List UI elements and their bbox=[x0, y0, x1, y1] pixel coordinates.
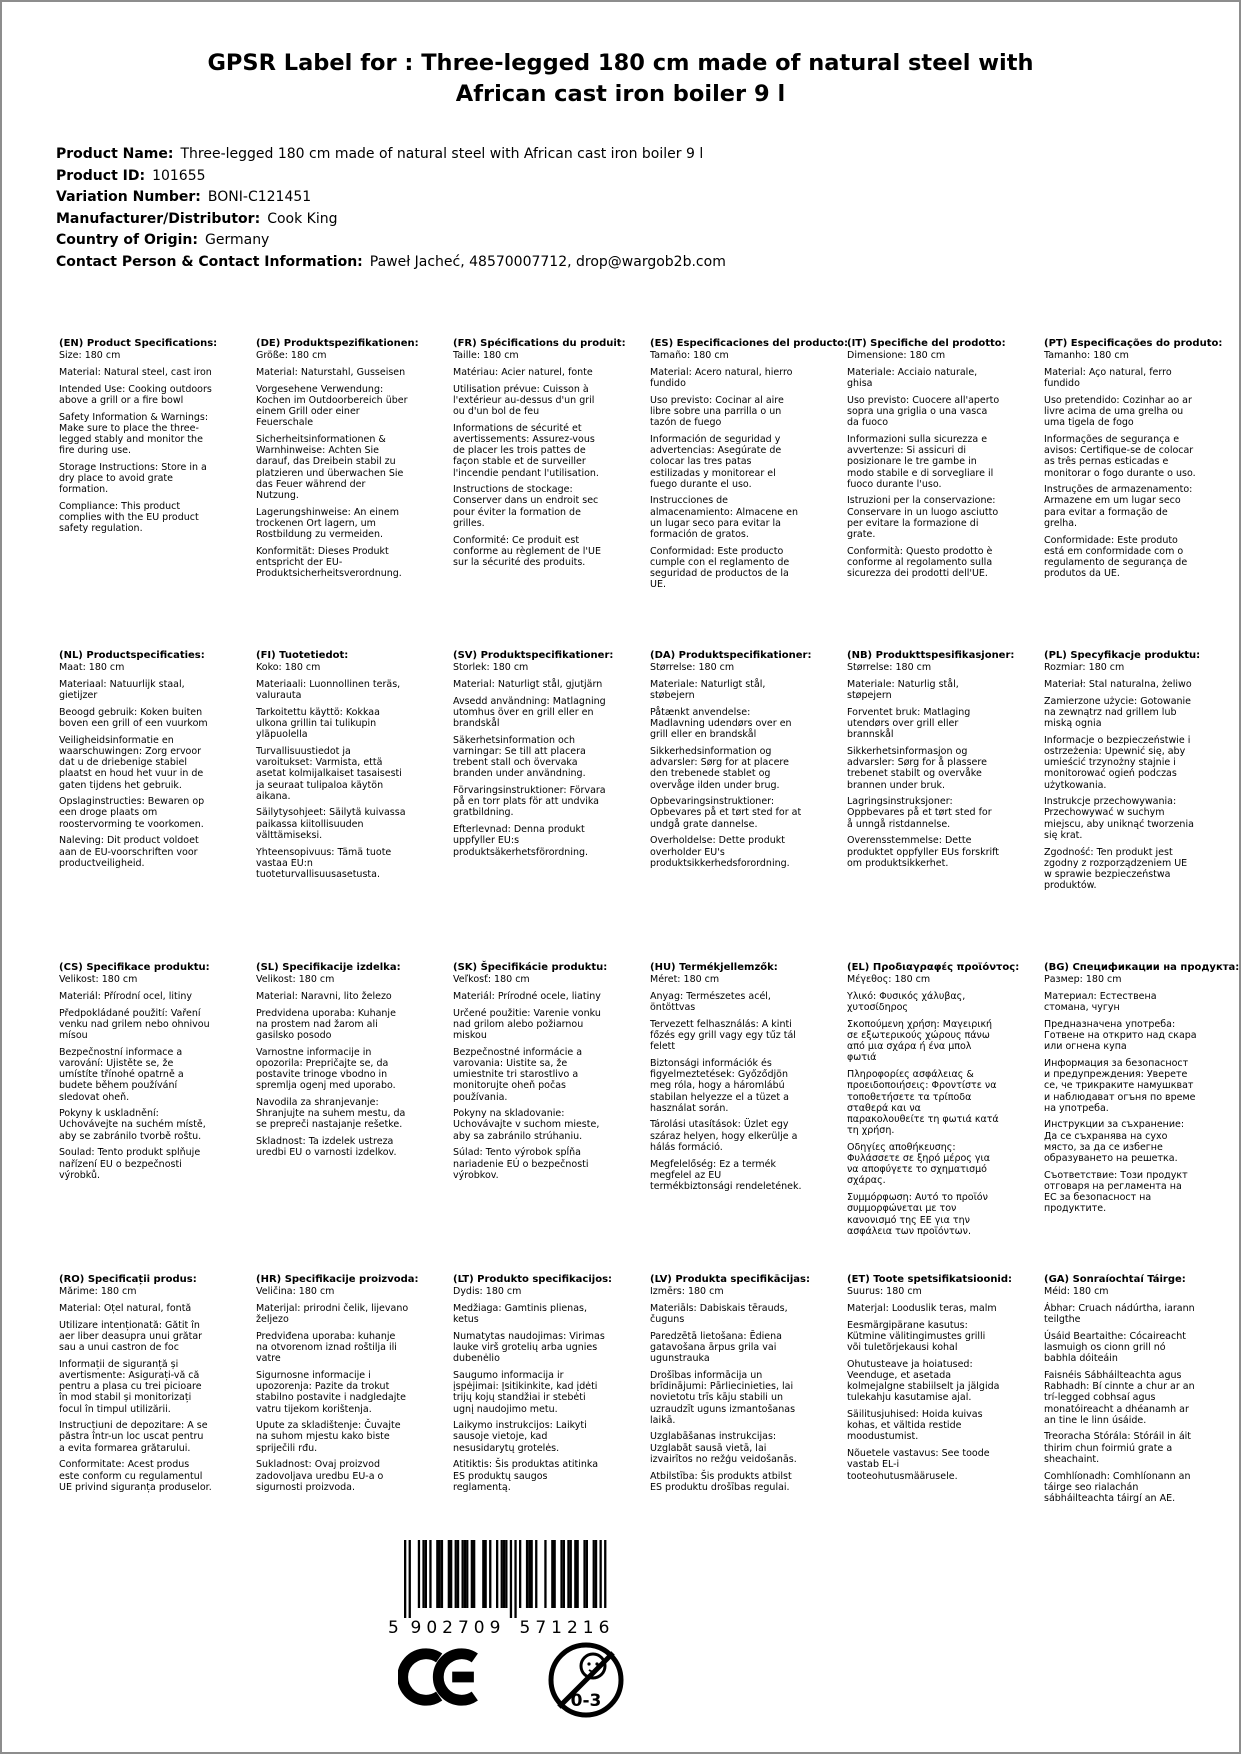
spec-paragraph: Turvallisuustiedot ja varoitukset: Varmista, että asetat kolmijalkaiset tasaisesti ja seuraat tulipaloa käytön aikana. bbox=[256, 745, 402, 802]
spec-paragraph: Material: Aço natural, ferro fundido bbox=[1044, 366, 1172, 390]
spec-paragraph: Material: Natural steel, cast iron bbox=[59, 366, 212, 378]
lang-block-sl bbox=[256, 962, 453, 1164]
product-info-line bbox=[56, 209, 726, 231]
language-row bbox=[59, 962, 1241, 1274]
spec-paragraph: Zgodność: Ten produkt jest zgodny z rozporządzeniem UE w sprawie bezpieczeństwa produktów. bbox=[1044, 846, 1188, 892]
lang-block-bg bbox=[1044, 962, 1241, 1220]
spec-paragraph: Atbilstība: Šis produkts atbilst ES produktu drošības regulai. bbox=[650, 1470, 792, 1493]
product-info-line bbox=[56, 187, 726, 209]
lang-block-header: (BG) Спецификации на продукта: bbox=[1044, 962, 1240, 973]
spec-paragraph: Tervezett felhasználás: A kinti főzés egy grill vagy egy tűz tál felett bbox=[650, 1018, 796, 1053]
lang-block-fi bbox=[256, 650, 453, 886]
lang-block-header: (FI) Tuotetiedot: bbox=[256, 650, 349, 661]
spec-paragraph: Materjal: Looduslik teras, malm bbox=[847, 1302, 997, 1314]
lang-block-header: (RO) Specificații produs: bbox=[59, 1274, 197, 1285]
spec-paragraph: Naleving: Dit product voldoet aan de EU-voorschriften voor productveiligheid. bbox=[59, 835, 199, 869]
lang-block-header: (ES) Especificaciones del producto: bbox=[650, 338, 849, 349]
spec-paragraph: Material: Naturligt stål, gjutjärn bbox=[453, 678, 603, 690]
lang-block-cs bbox=[59, 962, 256, 1186]
spec-paragraph: Veiligheidsinformatie en waarschuwingen: Zorg ervoor dat u de driebenige stabiel plaatst en houd het vuur in de gaten tijdens het gebruik. bbox=[59, 734, 204, 791]
age-warning-icon bbox=[546, 1636, 626, 1720]
lang-block-header: (ET) Toote spetsifikatsioonid: bbox=[847, 1274, 1013, 1285]
lang-block-ro bbox=[59, 1274, 256, 1498]
spec-paragraph: Comhlíonadh: Comhlíonann an táirge seo rialachán sábháilteachta táirgí an AE. bbox=[1044, 1470, 1191, 1504]
spec-paragraph: Lagringsinstruksjoner: Oppbevares på et tørt sted for å unngå ristdannelse. bbox=[847, 796, 992, 830]
lang-block-header: (PL) Specyfikacje produktu: bbox=[1044, 650, 1201, 661]
lang-block-header: (PT) Especificações do produto: bbox=[1044, 338, 1223, 349]
product-info-label: Contact Person & Contact Information: bbox=[56, 253, 363, 270]
lang-block-ga bbox=[1044, 1274, 1241, 1510]
spec-paragraph: Veľkosť: 180 cm bbox=[453, 974, 530, 986]
lang-block-hr bbox=[256, 1274, 453, 1498]
barcode bbox=[386, 1540, 634, 1646]
lang-block-header: (LT) Produkto specifikacijos: bbox=[453, 1274, 613, 1285]
spec-paragraph: Informacje o bezpieczeństwie i ostrzeżenia: Upewnić się, aby umieścić trzynożny stajnie i monitorować ogień podczas użytkowania. bbox=[1044, 734, 1191, 791]
spec-paragraph: Størrelse: 180 cm bbox=[847, 662, 932, 674]
spec-paragraph: Materiał: Stal naturalna, żeliwo bbox=[1044, 678, 1192, 690]
spec-paragraph: Materiaal: Natuurlijk staal, gietijzer bbox=[59, 678, 185, 702]
lang-block-header: (NB) Produkttspesifikasjoner: bbox=[847, 650, 1015, 661]
spec-paragraph: Beoogd gebruik: Koken buiten boven een grill of een vuurkom bbox=[59, 706, 208, 730]
lang-block-en bbox=[59, 338, 256, 540]
spec-paragraph: Materijal: prirodni čelik, lijevano željezo bbox=[256, 1302, 409, 1326]
lang-block-header: (GA) Sonraíochtaí Táirge: bbox=[1044, 1274, 1186, 1285]
spec-paragraph: Vorgesehene Verwendung: Kochen im Outdoorbereich über einem Grill oder einer Feuerschale bbox=[256, 383, 408, 429]
spec-paragraph: Paredzētā lietošana: Ēdiena gatavošana ārpus grila vai ugunstrauka bbox=[650, 1330, 782, 1365]
lang-block-lt bbox=[453, 1274, 650, 1498]
spec-paragraph: Размер: 180 cm bbox=[1044, 974, 1122, 986]
spec-paragraph: Istruzioni per la conservazione: Conservare in un luogo asciutto per evitare la formazione di grate. bbox=[847, 495, 999, 541]
spec-paragraph: Informații de siguranță și avertismente: Asigurați-vă că pentru a plasa cu trei picioare în mod stabil și monitorizați focul în timpul utilizării. bbox=[59, 1358, 202, 1415]
spec-paragraph: Material: Naravni, lito železo bbox=[256, 990, 392, 1002]
spec-paragraph: Informazioni sulla sicurezza e avvertenze: Si assicuri di posizionare le tre gambe in modo stabile e di sorvegliare il fuoco durante l'uso. bbox=[847, 433, 994, 490]
spec-paragraph: Συμμόρφωση: Αυτό το προϊόν συμμορφώνεται με τον κανονισμό της ΕΕ για την ασφάλεια των προϊόντων. bbox=[847, 1192, 988, 1237]
product-info-label: Product Name: bbox=[56, 146, 174, 162]
lang-block-header: (SL) Specifikacije izdelka: bbox=[256, 962, 401, 973]
lang-block-it bbox=[847, 338, 1044, 585]
spec-paragraph: Uzglabāšanas instrukcijas: Uzglabāt sausā vietā, lai izvairītos no režģu veidošanās. bbox=[650, 1431, 797, 1465]
spec-paragraph: Tamaño: 180 cm bbox=[650, 350, 729, 362]
spec-paragraph: Konformität: Dieses Produkt entspricht der EU-Produktsicherheitsverordnung. bbox=[256, 545, 402, 580]
spec-paragraph: Nõuetele vastavus: See toode vastab EL-i tooteohutusmäärusele. bbox=[847, 1448, 990, 1482]
spec-paragraph: Yhteensopivuus: Tämä tuote vastaa EU:n tuoteturvallisuusasetusta. bbox=[256, 846, 392, 880]
lang-block-da bbox=[650, 650, 847, 874]
spec-paragraph: Instrukcje przechowywania: Przechowywać w suchym miejscu, aby uniknąć tworzenia się krat. bbox=[1044, 796, 1194, 841]
spec-paragraph: Σκοπούμενη χρήση: Μαγειρική σε εξωτερικούς χώρους πάνω από μια σχάρα ή ένα μπολ φωτιά bbox=[847, 1018, 993, 1064]
spec-paragraph: Intended Use: Cooking outdoors above a grill or a fire bowl bbox=[59, 383, 212, 406]
spec-paragraph: Safety Information & Warnings: Make sure to place the three-legged stably and monitor the fire during use. bbox=[59, 411, 209, 457]
spec-paragraph: Informations de sécurité et avertissements: Assurez-vous de placer les trois pattes de façon stable et de surveiller l'incendie pendant l'utilisation. bbox=[453, 422, 599, 479]
product-info-label: Variation Number: bbox=[56, 189, 201, 205]
spec-paragraph: Předpokládané použití: Vaření venku nad grilem nebo ohnivou mísou bbox=[59, 1007, 210, 1042]
page-title: GPSR Label for : Three-legged 180 cm made of natural steel with African cast iron boiler 9 l bbox=[207, 50, 1034, 107]
lang-block-header: (LV) Produkta specifikācijas: bbox=[650, 1274, 810, 1285]
spec-paragraph: Υλικό: Φυσικός χάλυβας, χυτοσίδηρος bbox=[847, 990, 966, 1014]
spec-paragraph: Säilytysohjeet: Säilytä kuivassa paikassa kiitollisuuden välttämiseksi. bbox=[256, 807, 406, 841]
spec-paragraph: Size: 180 cm bbox=[59, 350, 121, 362]
spec-paragraph: Materiale: Naturlig stål, støpejern bbox=[847, 678, 959, 702]
spec-paragraph: Materiale: Naturligt stål, støbejern bbox=[650, 678, 766, 702]
spec-paragraph: Rozmiar: 180 cm bbox=[1044, 662, 1125, 674]
spec-paragraph: Uso previsto: Cuocere all'aperto sopra una griglia o una vasca da fuoco bbox=[847, 394, 1000, 429]
lang-block-header: (HR) Specifikacije proizvoda: bbox=[256, 1274, 419, 1285]
lang-block-et bbox=[847, 1274, 1044, 1487]
spec-paragraph: Ohutusteave ja hoiatused: Veenduge, et asetada kolmejalgne stabiilselt ja jälgida tulekahju kasutamise ajal. bbox=[847, 1358, 1000, 1404]
lang-block-pl bbox=[1044, 650, 1241, 897]
spec-paragraph: Bezpečnostní informace a varování: Ujistěte se, že umístíte třínohé opatrně a budete během používání sledovat oheň. bbox=[59, 1046, 184, 1103]
spec-paragraph: Sicherheitsinformationen & Warnhinweise: Achten Sie darauf, das Dreibein stabil zu platzieren und überwachen Sie das Feuer während der Nutzung. bbox=[256, 433, 404, 501]
spec-paragraph: Treoracha Stórála: Stóráil in áit thirim chun foirmiú grate a sheachaint. bbox=[1044, 1431, 1192, 1465]
spec-paragraph: Sikkerhedsinformation og advarsler: Sørg for at placere den trebenede stablet og overvåge ilden under brug. bbox=[650, 745, 789, 791]
spec-paragraph: Upute za skladištenje: Čuvajte na suhom mjestu kako biste spriječili rđu. bbox=[256, 1420, 401, 1454]
product-info-line bbox=[56, 144, 726, 166]
lang-block-header: (DA) Produktspecifikationer: bbox=[650, 650, 812, 661]
barcode-group2: 571216 bbox=[519, 1618, 615, 1638]
lang-block-header: (EN) Product Specifications: bbox=[59, 338, 218, 349]
spec-paragraph: Koko: 180 cm bbox=[256, 662, 321, 674]
product-info-line bbox=[56, 230, 726, 252]
spec-paragraph: Megfelelőség: Ez a termék megfelel az EU termékbiztonsági rendeletének. bbox=[650, 1158, 802, 1192]
spec-paragraph: Pokyny na skladovanie: Uchovávajte v suchom mieste, aby sa zabránilo strúhaniu. bbox=[453, 1108, 600, 1142]
spec-paragraph: Material: Oțel natural, fontă bbox=[59, 1302, 192, 1314]
spec-paragraph: Информация за безопасност и предупреждения: Уверете се, че трикраките намушкват и наблюдават огъня по време на употреба. bbox=[1044, 1057, 1196, 1114]
spec-paragraph: Materiál: Přírodní ocel, litiny bbox=[59, 990, 192, 1002]
lang-block-hu bbox=[650, 962, 847, 1198]
spec-paragraph: Overholdelse: Dette produkt overholder EU's produktsikkerhedsforordning. bbox=[650, 835, 790, 869]
spec-paragraph: Súlad: Tento výrobok spĺňa nariadenie EÚ o bezpečnosti výrobkov. bbox=[453, 1147, 589, 1181]
lang-block-de bbox=[256, 338, 453, 585]
spec-paragraph: Skladnost: Ta izdelek ustreza uredbi EU o varnosti izdelkov. bbox=[256, 1136, 397, 1159]
age-warning-text: 0-3 bbox=[570, 1691, 602, 1711]
spec-paragraph: Conformità: Questo prodotto è conforme al regolamento sulla sicurezza dei prodotti dell'UE. bbox=[847, 545, 993, 580]
spec-paragraph: Numatytas naudojimas: Virimas lauke virš grotelių arba ugnies dubenėlio bbox=[453, 1330, 605, 1365]
spec-paragraph: Sukladnost: Ovaj proizvod zadovoljava uredbu EU-a o sigurnosti proizvoda. bbox=[256, 1459, 384, 1493]
lang-block-sv bbox=[453, 650, 650, 863]
spec-paragraph: Påtænkt anvendelse: Madlavning udendørs over en grill eller en brandskål bbox=[650, 706, 792, 741]
spec-paragraph: Storlek: 180 cm bbox=[453, 662, 529, 674]
spec-paragraph: Ábhar: Cruach nádúrtha, iarann teilgthe bbox=[1044, 1302, 1195, 1326]
spec-paragraph: Eesmärgipärane kasutus: Kütmine välitingimustes grilli või tuletõrjekausi kohal bbox=[847, 1319, 986, 1354]
product-info bbox=[56, 144, 726, 273]
spec-paragraph: Drošības informācija un brīdinājumi: Pārliecinieties, lai novietotu trīs kāju stabili un uzraudzīt uguns izmantošanas laikā. bbox=[650, 1369, 796, 1426]
spec-paragraph: Información de seguridad y advertencias: Asegúrate de colocar las tres patas estilizadas y monitorear el fuego durante el uso. bbox=[650, 433, 782, 490]
spec-paragraph: Faisnéis Sábháilteachta agus Rabhadh: Bí cinnte a chur ar an trí-legged cobhsaí agus monatóireacht a dhéanamh ar an tine le linn úsáide. bbox=[1044, 1369, 1195, 1426]
language-row bbox=[59, 650, 1241, 962]
spec-paragraph: Conformidad: Este producto cumple con el reglamento de seguridad de productos de la UE. bbox=[650, 545, 790, 591]
product-info-value: Three-legged 180 cm made of natural steel with African cast iron boiler 9 l bbox=[180, 146, 704, 162]
spec-paragraph: Materiaali: Luonnollinen teräs, valurauta bbox=[256, 678, 401, 702]
spec-paragraph: Forventet bruk: Matlaging utendørs over grill eller brannskål bbox=[847, 706, 971, 741]
spec-paragraph: Οδηγίες αποθήκευσης: Φυλάσσετε σε ξηρό μέρος για να αποφύγετε το σχηματισμό σχάρας. bbox=[847, 1141, 990, 1187]
spec-paragraph: Bezpečnostné informácie a varovania: Uistite sa, že umiestnite tri starostlivo a monitorujte oheň počas používania. bbox=[453, 1046, 583, 1103]
lang-block-pt bbox=[1044, 338, 1241, 585]
spec-paragraph: Säilitusjuhised: Hoida kuivas kohas, et vältida restide moodustumist. bbox=[847, 1409, 983, 1443]
lang-block-lv bbox=[650, 1274, 847, 1498]
spec-paragraph: Soulad: Tento produkt splňuje nařízení EU o bezpečnosti výrobků. bbox=[59, 1147, 201, 1181]
lang-block-nl bbox=[59, 650, 256, 874]
spec-paragraph: Méret: 180 cm bbox=[650, 974, 720, 986]
lang-block-header: (HU) Termékjellemzők: bbox=[650, 962, 778, 973]
product-info-line bbox=[56, 166, 726, 188]
lang-block-sk bbox=[453, 962, 650, 1186]
lang-block-el bbox=[847, 962, 1044, 1242]
product-info-value: 101655 bbox=[152, 167, 206, 184]
spec-paragraph: Materiale: Acciaio naturale, ghisa bbox=[847, 366, 978, 390]
spec-paragraph: Zamierzone użycie: Gotowanie na zewnątrz nad grillem lub miską ognia bbox=[1044, 695, 1192, 730]
product-info-value: Paweł Jacheć, 48570007712, drop@wargob2b.com bbox=[369, 253, 726, 270]
spec-paragraph: Navodila za shranjevanje: Shranjujte na suhem mestu, da se prepreči nastajanje rešetke. bbox=[256, 1097, 406, 1131]
spec-paragraph: Størrelse: 180 cm bbox=[650, 662, 735, 674]
lang-block-header: (NL) Productspecificaties: bbox=[59, 650, 205, 661]
spec-paragraph: Instructions de stockage: Conserver dans un endroit sec pour éviter la formation de grilles. bbox=[453, 484, 599, 529]
spec-paragraph: Storage Instructions: Store in a dry place to avoid grate formation. bbox=[59, 461, 207, 496]
spec-paragraph: Biztonsági információk és figyelmeztetések: Győződjön meg róla, hogy a háromlábú stabilan helyezze el a tüzet a használat során. bbox=[650, 1057, 789, 1114]
spec-paragraph: Tamanho: 180 cm bbox=[1044, 350, 1129, 362]
spec-paragraph: Suurus: 180 cm bbox=[847, 1286, 922, 1298]
spec-paragraph: Maat: 180 cm bbox=[59, 662, 125, 674]
spec-paragraph: Lagerungshinweise: An einem trockenen Ort lagern, um Rostbildung zu vermeiden. bbox=[256, 506, 400, 541]
spec-paragraph: Taille: 180 cm bbox=[453, 350, 519, 362]
spec-paragraph: Anyag: Természetes acél, öntöttvas bbox=[650, 990, 771, 1014]
product-info-value: Germany bbox=[205, 232, 270, 248]
product-info-label: Country of Origin: bbox=[56, 232, 198, 248]
lang-block-nb bbox=[847, 650, 1044, 874]
spec-paragraph: Größe: 180 cm bbox=[256, 350, 327, 362]
ce-mark-icon bbox=[398, 1646, 494, 1708]
lang-block-header: (SV) Produktspecifikationer: bbox=[453, 650, 614, 661]
spec-paragraph: Opbevaringsinstruktioner: Opbevares på et tørt sted for at undgå grate dannelse. bbox=[650, 796, 802, 830]
spec-paragraph: Instrucciones de almacenamiento: Almacene en un lugar seco para evitar la formación de gratos. bbox=[650, 495, 798, 541]
product-info-line bbox=[56, 252, 726, 274]
ean13-barcode-icon bbox=[386, 1540, 634, 1642]
lang-block-header: (EL) Προδιαγραφές προϊόντος: bbox=[847, 962, 1020, 973]
product-info-value: BONI-C121451 bbox=[207, 189, 312, 205]
spec-paragraph: Izmērs: 180 cm bbox=[650, 1286, 724, 1298]
spec-paragraph: Matériau: Acier naturel, fonte bbox=[453, 366, 593, 378]
spec-paragraph: Veličina: 180 cm bbox=[256, 1286, 335, 1298]
spec-paragraph: Velikost: 180 cm bbox=[59, 974, 138, 986]
lang-block-header: (CS) Specifikace produktu: bbox=[59, 962, 210, 973]
spec-paragraph: Medžiaga: Gamtinis plienas, ketus bbox=[453, 1302, 587, 1326]
product-info-label: Manufacturer/Distributor: bbox=[56, 210, 261, 227]
lang-block-header: (DE) Produktspezifikationen: bbox=[256, 338, 419, 349]
spec-paragraph: Utilizare intenționată: Gătit în aer liber deasupra unui grătar sau a unui castron de foc bbox=[59, 1319, 203, 1354]
spec-paragraph: Saugumo informacija ir įspėjimai: Įsitikinkite, kad įdėti trijų kojų standžiai ir stebėti ugnį naudojimo metu. bbox=[453, 1369, 598, 1415]
spec-paragraph: Tárolási utasítások: Üzlet egy száraz helyen, hogy elkerülje a hálás formáció. bbox=[650, 1119, 798, 1153]
barcode-left-digit: 5 bbox=[388, 1618, 399, 1638]
spec-paragraph: Dimensione: 180 cm bbox=[847, 350, 946, 362]
spec-paragraph: Varnostne informacije in opozorila: Prepričajte se, da postavite trinoge vbodno in spremlja ogenj med uporabo. bbox=[256, 1046, 396, 1092]
spec-paragraph: Úsáid Beartaithe: Cócaireacht lasmuigh os cionn grill nó babhla dóiteáin bbox=[1044, 1330, 1186, 1365]
spec-paragraph: Tarkoitettu käyttö: Kokkaa ulkona grillin tai tulikupin yläpuolella bbox=[256, 706, 380, 741]
spec-paragraph: Pokyny k uskladnění: Uchovávejte na suchém místě, aby se zabránilo tvorbě roštu. bbox=[59, 1108, 206, 1142]
spec-paragraph: Sigurnosne informacije i upozorenja: Pazite da trokut stabilno postavite i nadgledajte vatru tijekom korištenja. bbox=[256, 1369, 406, 1415]
lang-block-header: (FR) Spécifications du produit: bbox=[453, 338, 626, 349]
spec-paragraph: Opslaginstructies: Bewaren op een droge plaats om roostervorming te voorkomen. bbox=[59, 796, 205, 830]
spec-paragraph: Material: Acero natural, hierro fundido bbox=[650, 366, 793, 390]
spec-paragraph: Материал: Естествена стомана, чугун bbox=[1044, 990, 1157, 1014]
spec-paragraph: Uso previsto: Cocinar al aire libre sobre una parrilla o un tazón de fuego bbox=[650, 394, 784, 429]
spec-paragraph: Instrucțiuni de depozitare: A se păstra într-un loc uscat pentru a evita formarea grătarului. bbox=[59, 1420, 208, 1454]
spec-paragraph: Utilisation prévue: Cuisson à l'extérieur au-dessus d'un gril ou d'un bol de feu bbox=[453, 383, 595, 418]
spec-paragraph: Predviđena uporaba: kuhanje na otvorenom iznad roštilja ili vatre bbox=[256, 1330, 397, 1365]
spec-paragraph: Säkerhetsinformation och varningar: Se till att placera trebent stall och övervaka branden under användning. bbox=[453, 734, 586, 780]
spec-paragraph: Predvidena uporaba: Kuhanje na prostem nad žarom ali gasilsko posodo bbox=[256, 1007, 396, 1042]
lang-block-header: (SK) Špecifikácie produktu: bbox=[453, 962, 608, 973]
spec-paragraph: Conformitate: Acest produs este conform cu regulamentul UE privind siguranța produselor. bbox=[59, 1459, 212, 1493]
spec-paragraph: Съответствие: Този продукт отговаря на регламента на ЕС за безопасност на продуктите. bbox=[1044, 1169, 1188, 1215]
spec-paragraph: Informações de segurança e avisos: Certifique-se de colocar as três pernas esticadas e monitorar o fogo durante o uso. bbox=[1044, 433, 1196, 479]
spec-paragraph: Avsedd användning: Matlagning utomhus över en grill eller en brandskål bbox=[453, 695, 606, 730]
spec-paragraph: Sikkerhetsinformasjon og advarsler: Sørg for å plassere trebenet stabilt og overvåke brannen under bruk. bbox=[847, 745, 987, 791]
spec-paragraph: Πληροφορίες ασφάλειας & προειδοποιήσεις: Φροντίστε να τοποθετήσετε τα τρίποδα σταθερά και να παρακολουθείτε τη φωτιά κατά τη χρήση. bbox=[847, 1069, 999, 1137]
spec-paragraph: Предназначена употреба: Готвене на открито над скара или огнена купа bbox=[1044, 1018, 1197, 1053]
lang-block-header: (IT) Specifiche del prodotto: bbox=[847, 338, 1006, 349]
spec-paragraph: Instruções de armazenamento: Armazene em um lugar seco para evitar a formação de grelha. bbox=[1044, 484, 1193, 529]
barcode-group1: 902709 bbox=[410, 1618, 506, 1638]
spec-paragraph: Atitiktis: Šis produktas atitinka ES produktų saugos reglamentą. bbox=[453, 1459, 599, 1493]
spec-paragraph: Overensstemmelse: Dette produktet oppfyller EUs forskrift om produktsikkerhet. bbox=[847, 835, 1000, 869]
spec-paragraph: Material: Naturstahl, Gusseisen bbox=[256, 366, 406, 378]
language-row bbox=[59, 1274, 1241, 1586]
spec-paragraph: Určené použitie: Varenie vonku nad grilom alebo požiarnou miskou bbox=[453, 1007, 601, 1042]
spec-paragraph: Инструкции за съхранение: Да се съхранява на сухо място, за да се избегне образуването на решетка. bbox=[1044, 1119, 1185, 1165]
spec-paragraph: Dydis: 180 cm bbox=[453, 1286, 522, 1298]
spec-paragraph: Velikost: 180 cm bbox=[256, 974, 335, 986]
spec-paragraph: Uso pretendido: Cozinhar ao ar livre acima de uma grelha ou uma tigela de fogo bbox=[1044, 394, 1192, 429]
product-info-value: Cook King bbox=[267, 210, 338, 227]
spec-paragraph: Materiál: Prírodné ocele, liatiny bbox=[453, 990, 601, 1002]
spec-paragraph: Conformité: Ce produit est conforme au règlement de l'UE sur la sécurité des produits. bbox=[453, 534, 601, 568]
spec-paragraph: Conformidade: Este produto está em conformidade com o regulamento de segurança de produtos da UE. bbox=[1044, 534, 1188, 580]
spec-paragraph: Laikymo instrukcijos: Laikyti sausoje vietoje, kad nesusidarytų grotelės. bbox=[453, 1420, 587, 1454]
language-row bbox=[59, 338, 1241, 650]
product-info-label: Product ID: bbox=[56, 167, 146, 184]
lang-block-fr bbox=[453, 338, 650, 574]
lang-block-es bbox=[650, 338, 847, 596]
language-specs-grid bbox=[59, 338, 1241, 1586]
spec-paragraph: Μέγεθος: 180 cm bbox=[847, 974, 931, 986]
spec-paragraph: Materiāls: Dabiskais tērauds, čuguns bbox=[650, 1302, 788, 1326]
spec-paragraph: Mărime: 180 cm bbox=[59, 1286, 137, 1298]
spec-paragraph: Méid: 180 cm bbox=[1044, 1286, 1109, 1298]
spec-paragraph: Compliance: This product complies with the EU product safety regulation. bbox=[59, 500, 199, 535]
spec-paragraph: Förvaringsinstruktioner: Förvara på en torr plats för att undvika gratbildning. bbox=[453, 785, 606, 819]
spec-paragraph: Efterlevnad: Denna produkt uppfyller EU:s produktsäkerhetsförordning. bbox=[453, 824, 589, 858]
